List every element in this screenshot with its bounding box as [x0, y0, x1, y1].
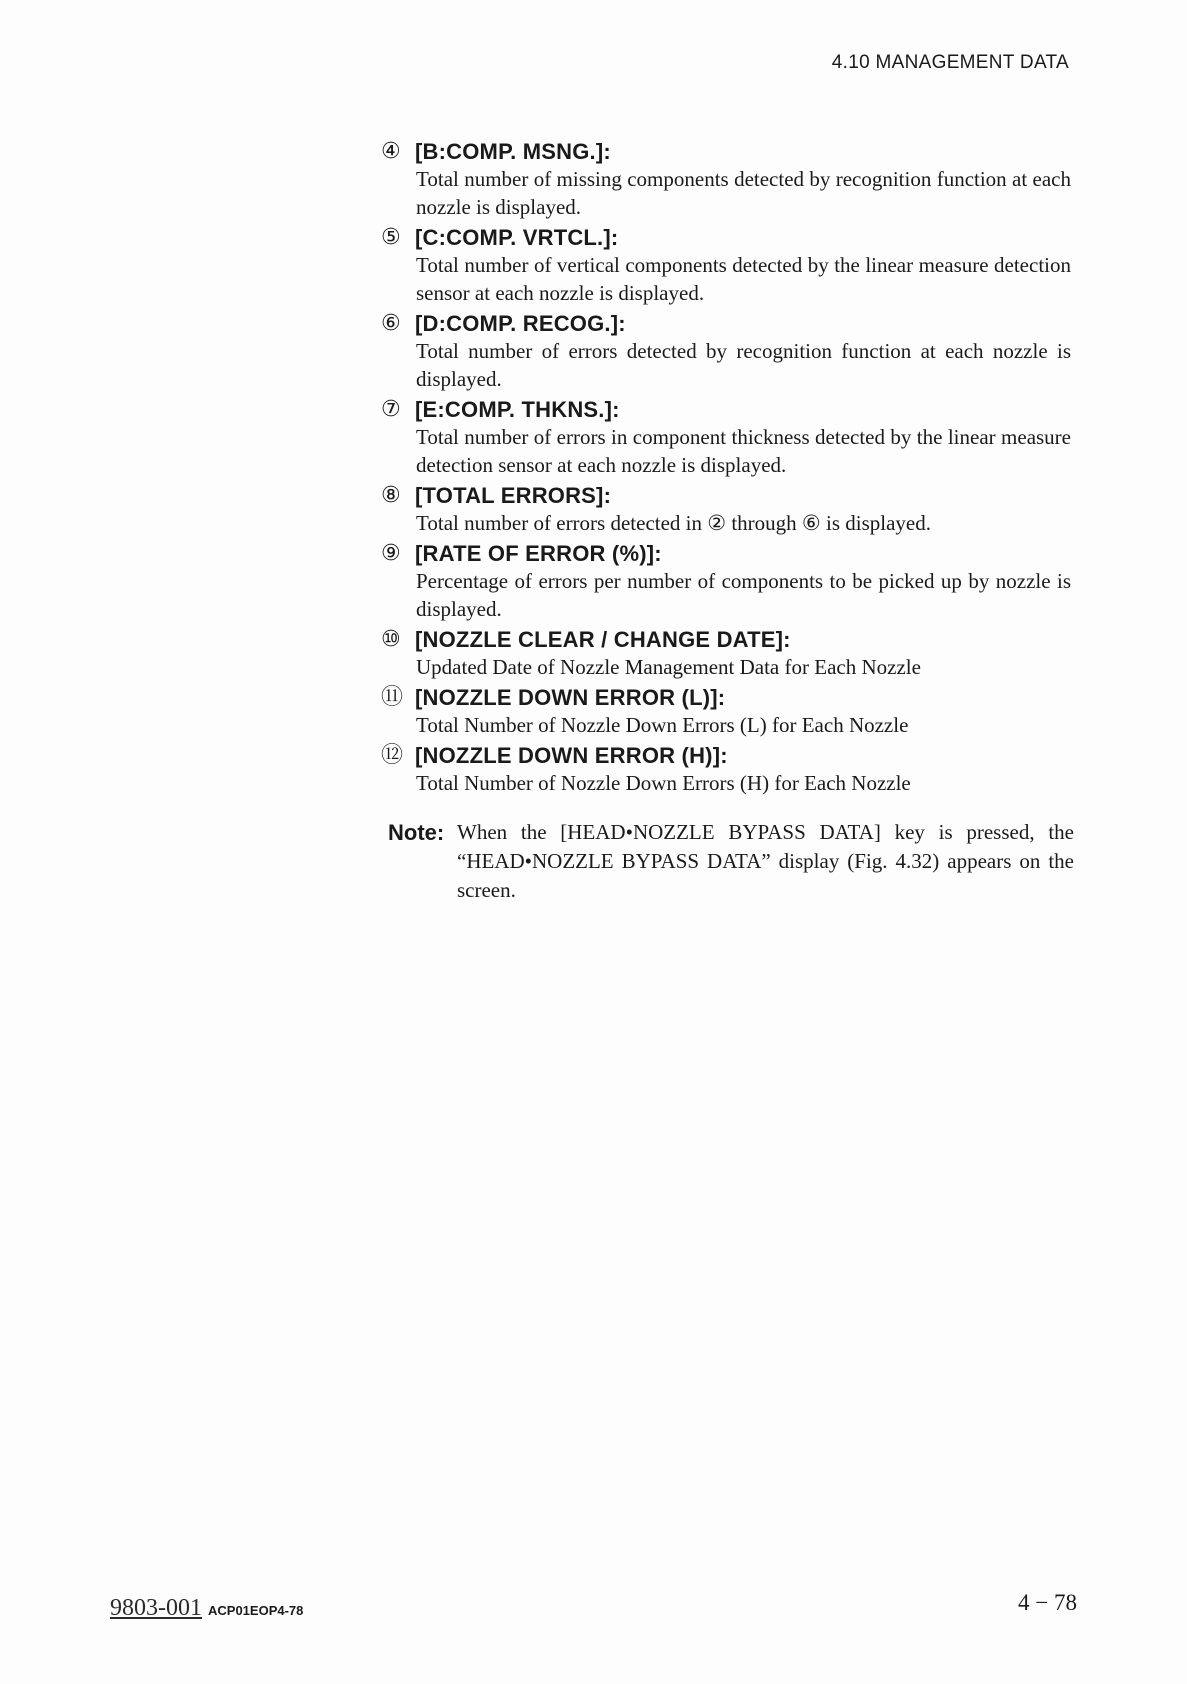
- section-header: 4.10 MANAGEMENT DATA: [831, 52, 1069, 73]
- item-list: [381, 138, 1071, 800]
- item-title: [NOZZLE DOWN ERROR (L)]:: [415, 685, 726, 710]
- item-number: ⑥: [381, 311, 401, 336]
- item-description: Total Number of Nozzle Down Errors (H) for Each Nozzle: [416, 771, 911, 795]
- item-title: [NOZZLE DOWN ERROR (H)]:: [415, 743, 728, 768]
- item-heading: [381, 684, 1071, 711]
- note-text: When the [HEAD•NOZZLE BYPASS DATA] key is pressed, the “HEAD•NOZZLE BYPASS DATA” display (Fig. 4.32) appears on the screen.: [457, 820, 1074, 902]
- item-title: [E:COMP. THKNS.]:: [415, 397, 620, 422]
- list-item: [381, 684, 1071, 739]
- item-heading: [381, 626, 1071, 653]
- item-heading: [381, 138, 1071, 165]
- item-number: ⑫: [381, 743, 404, 768]
- item-number: ⑨: [381, 541, 401, 566]
- item-title: [B:COMP. MSNG.]:: [415, 139, 611, 164]
- item-title: [TOTAL ERRORS]:: [415, 483, 612, 508]
- item-heading: [381, 224, 1071, 251]
- item-description: Updated Date of Nozzle Management Data for Each Nozzle: [416, 655, 921, 679]
- item-title: [RATE OF ERROR (%)]:: [415, 541, 662, 566]
- item-number: ⑪: [381, 685, 404, 710]
- item-description: Total number of missing components detected by recognition function at each nozzle is displayed.: [416, 167, 1071, 219]
- list-item: [381, 540, 1071, 623]
- list-item: [381, 626, 1071, 681]
- item-heading: [381, 540, 1071, 567]
- item-description: Percentage of errors per number of components to be picked up by nozzle is displayed.: [416, 569, 1071, 621]
- item-description: Total Number of Nozzle Down Errors (L) for Each Nozzle: [416, 713, 909, 737]
- list-item: [381, 742, 1071, 797]
- item-title: [NOZZLE CLEAR / CHANGE DATE]:: [415, 627, 791, 652]
- item-heading: [381, 310, 1071, 337]
- item-number: ⑤: [381, 225, 401, 250]
- note-block: [388, 818, 1074, 905]
- item-description: Total number of errors detected in ② through ⑥ is displayed.: [416, 511, 931, 535]
- item-title: [C:COMP. VRTCL.]:: [415, 225, 619, 250]
- item-heading: [381, 482, 1071, 509]
- item-description: Total number of errors in component thickness detected by the linear measure detection sensor at each nozzle is displayed.: [416, 425, 1071, 477]
- item-description: Total number of vertical components detected by the linear measure detection sensor at each nozzle is displayed.: [416, 253, 1071, 305]
- item-heading: [381, 396, 1071, 423]
- list-item: [381, 138, 1071, 221]
- item-title: [D:COMP. RECOG.]:: [415, 311, 626, 336]
- note-label: Note:: [388, 820, 445, 845]
- item-number: ⑦: [381, 397, 401, 422]
- document-number: 9803-001: [110, 1595, 202, 1621]
- document-code: ACP01EOP4-78: [208, 1603, 304, 1618]
- list-item: [381, 224, 1071, 307]
- item-number: ⑩: [381, 627, 401, 652]
- item-number: ⑧: [381, 483, 401, 508]
- list-item: [381, 396, 1071, 479]
- document-footer: [110, 1595, 303, 1622]
- item-number: ④: [381, 139, 401, 164]
- page-number: 4 − 78: [1018, 1590, 1077, 1615]
- list-item: [381, 310, 1071, 393]
- item-description: Total number of errors detected by recognition function at each nozzle is displayed.: [416, 339, 1071, 391]
- item-heading: [381, 742, 1071, 769]
- list-item: [381, 482, 1071, 537]
